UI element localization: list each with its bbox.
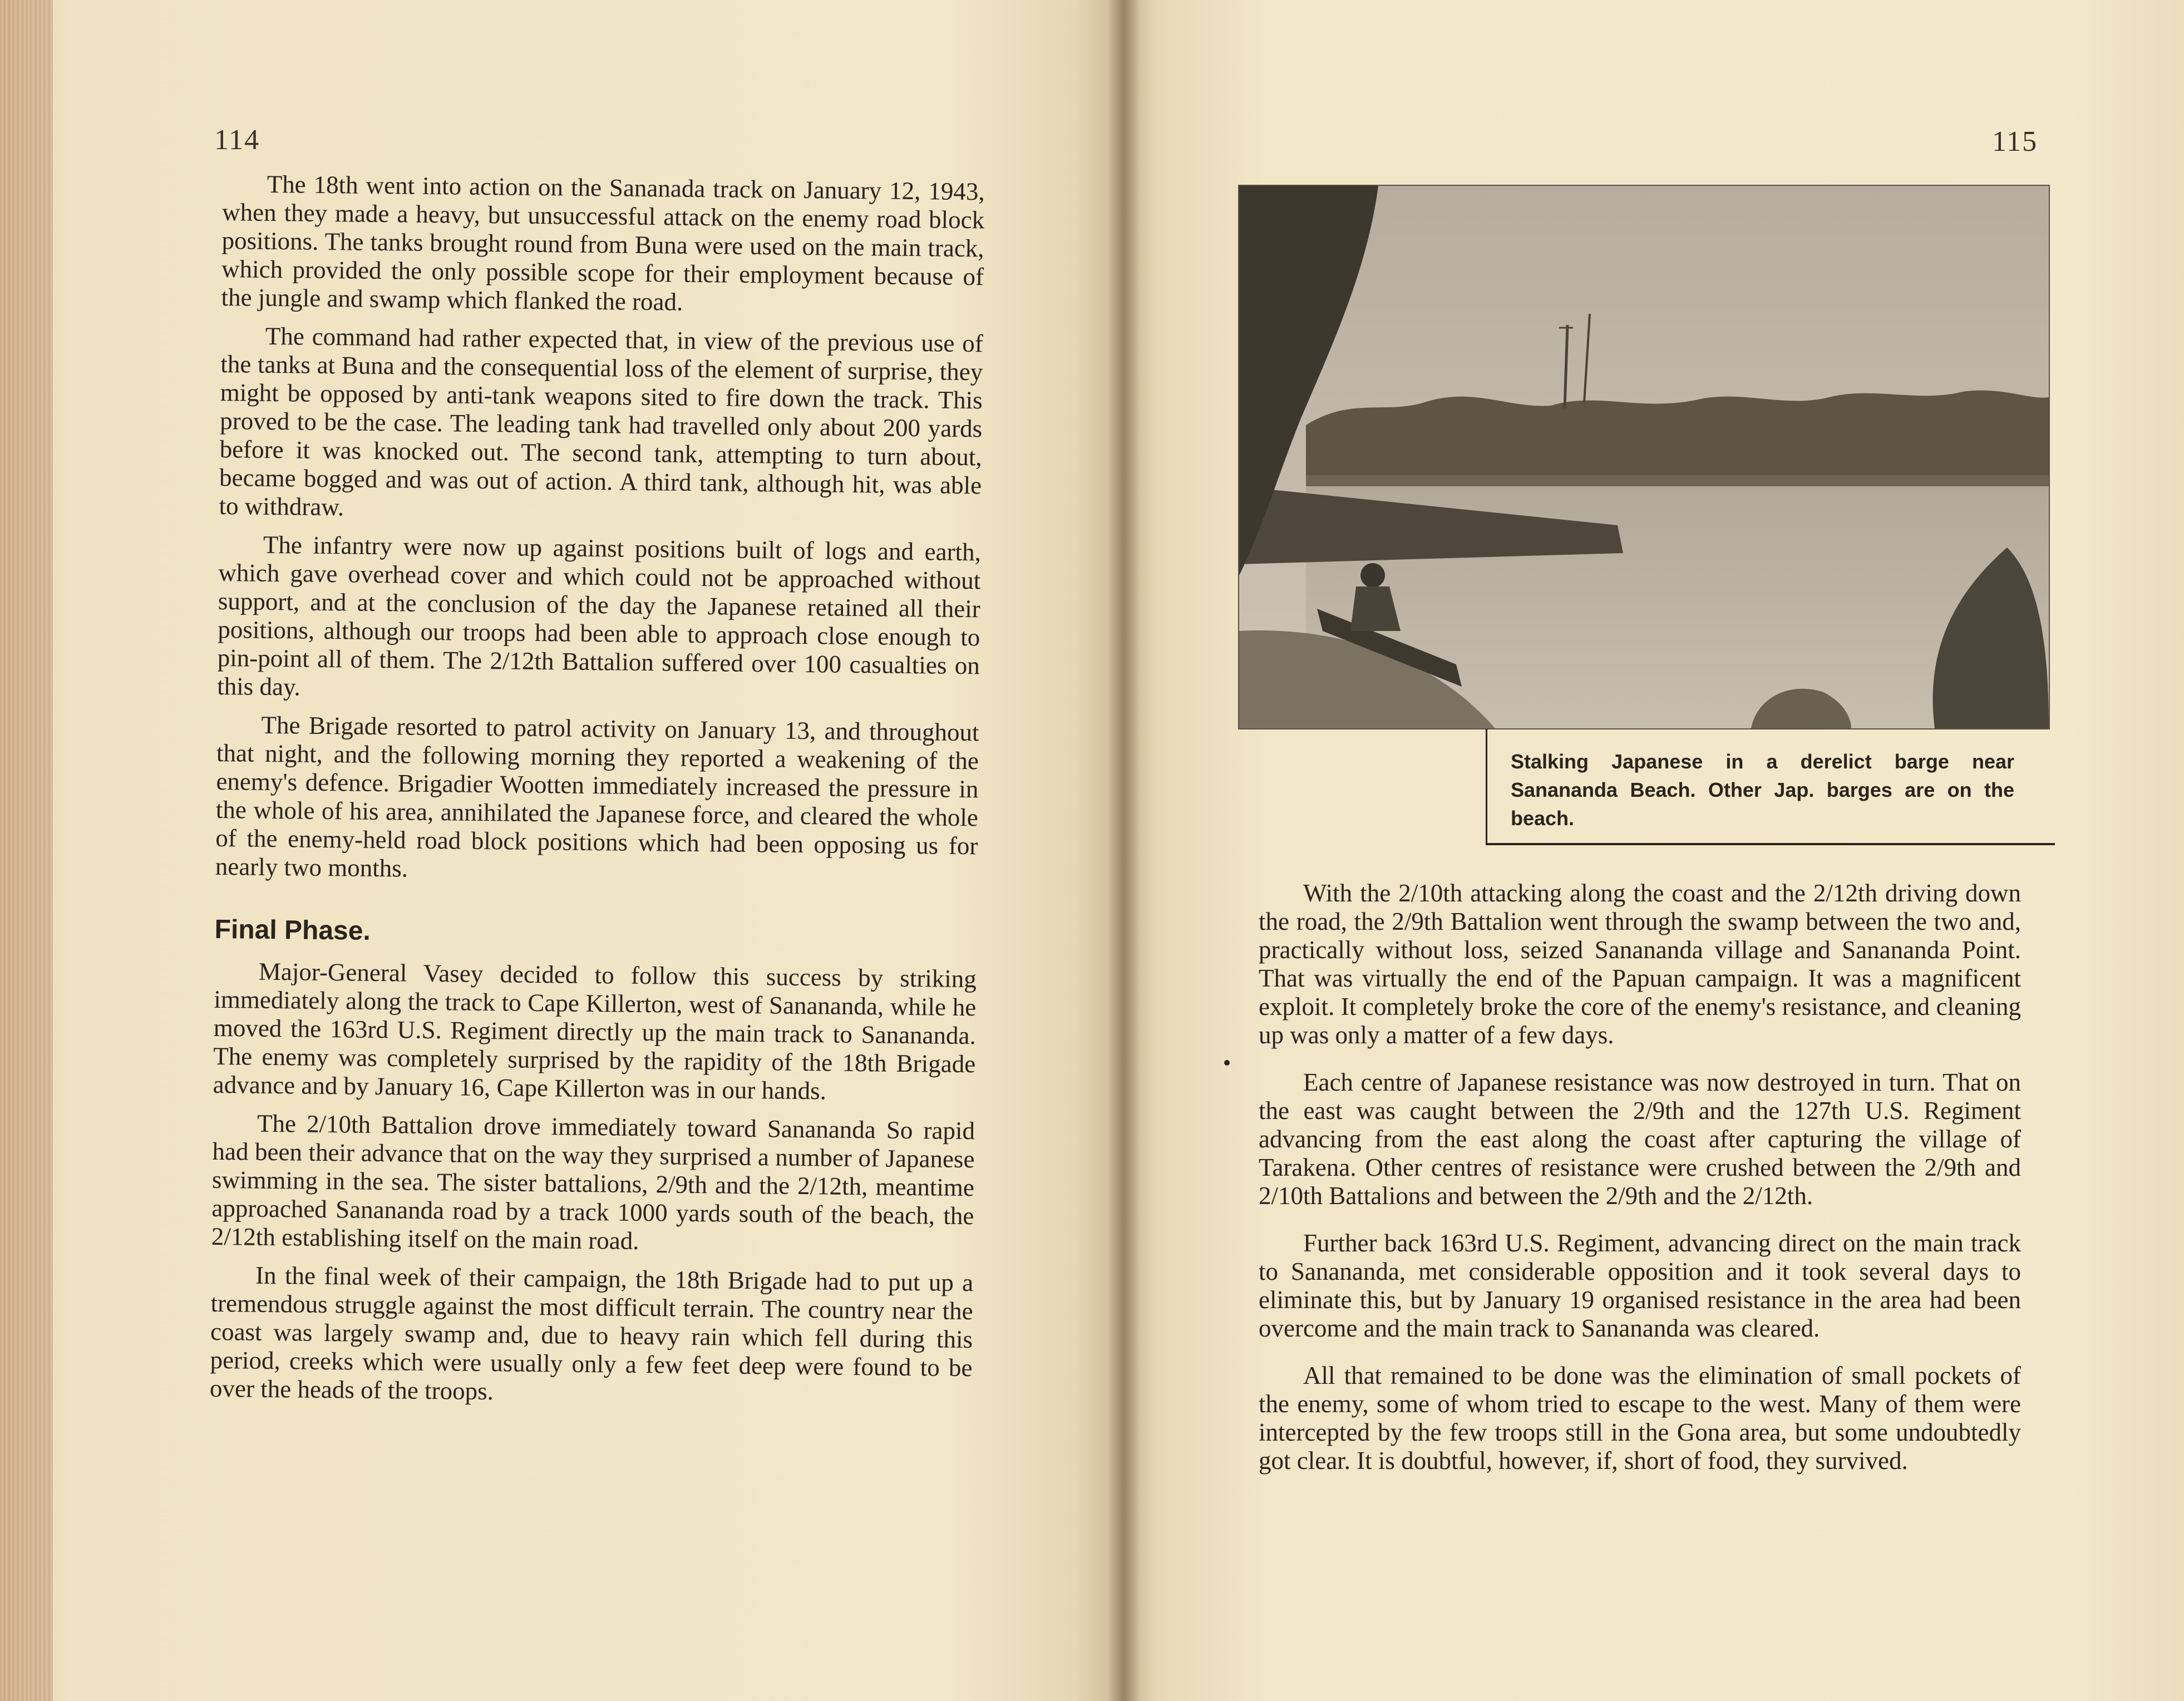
paragraph: Major-General Vasey decided to follow this success by striking immediately along the track to Cape Killerton, west of Sanananda, while he moved the 163rd U.S. Regiment directly up the main track to Sanananda. The enemy was completely surprised by the rapidity of the 18th Brigade advance and by January 16, Cape Killerton was in our hands. (213, 957, 977, 1105)
paragraph: The infantry were now up against positions built of logs and earth, which gave overhead cover and which could not be approached without support, and at the conclusion of the day the Japanese retained all their positions, although our troops had been able to approach close enough to pin-point all of them. The 2/12th Battalion suffered over 100 casualties on this day. (217, 530, 982, 701)
section-heading: Final Phase. (214, 914, 371, 946)
paragraph: With the 2/10th attacking along the coast and the 2/12th driving down the road, the 2/9th Battalion went through the swamp between the two and, practically without loss, seized Sanananda village and Sanananda Point. That was virtually the end of the Papuan campaign. It was a magnificent exploit. It completely broke the core of the enemy's resistance, and cleaning up was only a matter of a few days. (1259, 879, 2021, 1049)
paragraph: The Brigade resorted to patrol activity on January 13, and throughout that night, and the following morning they reported a weakening of the enemy's defence. Brigadier Wootten immediately increased the pressure in the whole of his area, annihilated the Japanese force, and cleared the whole of the enemy-held road block positions which had been opposing us for nearly two months. (215, 711, 979, 882)
paragraph: The 18th went into action on the Sananada track on January 12, 1943, when they made a heavy, but unsuccessful attack on the enemy road block positions. The tanks brought round from Buna were used on the main track, which provided the only possible scope for their employment because of the jungle and swamp which flanked the road. (221, 170, 985, 316)
left-page-text (210, 170, 985, 1421)
book-gutter (1107, 0, 1141, 1701)
page-number-left: 114 (214, 124, 260, 156)
paper-speck (1224, 1060, 1230, 1066)
photo-soldier (1360, 563, 1385, 588)
paragraph: Each centre of Japanese resistance was now destroyed in turn. That on the east was caught between the 2/9th and the 127th U.S. Regiment advancing from the east along the coast after capturing the village of Tarakena. Other centres of resistance were crushed between the 2/9th and 2/10th Battalions and between the 2/9th and the 2/12th. (1259, 1068, 2021, 1210)
paragraph: The 2/10th Battalion drove immediately toward Sanananda So rapid had been their advance that on the way they surprised a number of Japanese swimming in the sea. The sister battalions, 2/9th and the 2/12th, meantime approached Sanananda road by a track 1000 yards south of the beach, the 2/12th establishing itself on the main road. (211, 1109, 975, 1255)
beach-barge-photo (1238, 185, 2050, 729)
paragraph: The command had rather expected that, in view of the previous use of the tanks at Buna and the consequential loss of the element of surprise, they might be opposed by anti-tank weapons sited to fire down the track. This proved to be the case. The leading tank had travelled only about 200 yards before it was knocked out. The second tank, attempting to turn about, became bogged and was out of action. A third tank, although hit, was able to withdraw. (219, 322, 984, 521)
page-number-right: 115 (1992, 126, 2038, 157)
right-page-text (1259, 879, 2021, 1494)
paragraph: Further back 163rd U.S. Regiment, advancing direct on the main track to Sanananda, met considerable opposition and it took several days to eliminate this, but by January 19 organised resistance in the area had been overcome and the main track to Sanananda was cleared. (1259, 1229, 2021, 1342)
paragraph: In the final week of their campaign, the 18th Brigade had to put up a tremendous struggle against the most difficult terrain. The country near the coast was largely swamp and, due to heavy rain which fell during this period, creeks which were usually only a few feet deep were found to be over the heads of the troops. (209, 1261, 974, 1406)
photo-caption: Stalking Japanese in a derelict barge near Sanananda Beach. Other Jap. barges are on the beach. (1511, 750, 2014, 830)
paragraph: All that remained to be done was the elimination of small pockets of the enemy, some of whom tried to escape to the west. Many of them were intercepted by the few troops still in the Gona area, but some undoubtedly got clear. It is doubtful, however, if, short of food, they survived. (1259, 1362, 2021, 1475)
